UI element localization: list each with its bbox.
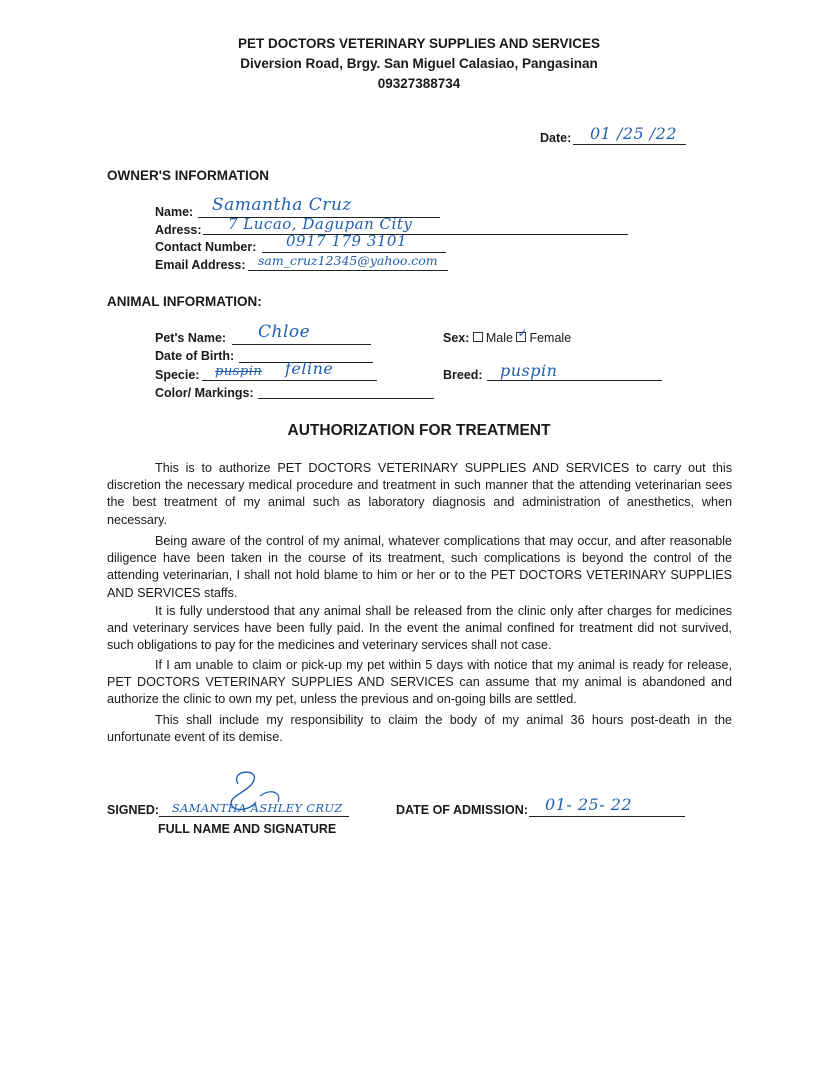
date-label: Date: [540, 131, 572, 145]
email-line [248, 270, 448, 271]
paragraph-5: This shall include my responsibility to claim the body of my animal 36 hours post-death in the unfortunate event of its demise. [107, 713, 732, 745]
check-mark-icon: ✓ [517, 326, 528, 340]
date-value[interactable]: 01 /25 /22 [590, 124, 678, 143]
pet-name-label: Pet's Name: [155, 331, 227, 345]
owner-address-label: Adress: [155, 223, 202, 237]
species-value[interactable]: feline [285, 359, 334, 378]
owner-name-value[interactable]: Samantha Cruz [212, 195, 352, 215]
male-checkbox[interactable] [473, 332, 483, 342]
owner-address-line [203, 234, 628, 235]
species-struck-value: puspin [215, 364, 263, 379]
admission-value[interactable]: 01- 25- 22 [545, 795, 633, 814]
owner-address-value[interactable]: 7 Lucao, Dagupan City [228, 215, 413, 233]
owner-heading: OWNER'S INFORMATION [107, 168, 269, 183]
paragraph-1: This is to authorize PET DOCTORS VETERINARY SUPPLIES AND SERVICES to carry out this discretion the necessary medical procedure and treatment in such manner that the attending veterinarian sees the best treatment of my animal such as laboratory diagnosis and administration of anesthetics, when necessary. [107, 461, 732, 527]
species-label: Specie: [155, 368, 200, 382]
contact-number-value[interactable]: 0917 179 3101 [286, 232, 408, 250]
pet-name-line [232, 344, 371, 345]
pet-name-value[interactable]: Chloe [258, 322, 311, 342]
species-line [202, 380, 377, 381]
color-markings-label: Color/ Markings: [155, 386, 254, 400]
business-phone: 09327388734 [377, 76, 461, 91]
business-address: Diversion Road, Brgy. San Miguel Calasiao, Pangasinan [240, 56, 598, 71]
color-markings-line [258, 398, 434, 399]
signature-value[interactable]: SAMANTHA ASHLEY CRUZ [172, 801, 343, 815]
female-checkbox[interactable] [516, 326, 528, 342]
business-name: PET DOCTORS VETERINARY SUPPLIES AND SERVICES [237, 36, 601, 51]
female-option-label: Female [529, 331, 572, 345]
sex-label: Sex: [443, 331, 470, 345]
paragraph-3: It is fully understood that any animal shall be released from the clinic only after charges for medicines and veterinary services have been fully paid. In the event the animal confined for treatment did not survived, such obligations to pay for the medicines and veterinary services shall not case. [107, 604, 732, 653]
signature-caption: FULL NAME AND SIGNATURE [158, 822, 337, 836]
breed-label: Breed: [443, 368, 483, 382]
paragraph-4: If I am unable to claim or pick-up my pet within 5 days with notice that my animal is ready for release, PET DOCTORS VETERINARY SUPPLIES AND SERVICES can assume that my animal is abandoned and authorize the clinic to own my pet, unless the previous and on-going bills are settled. [107, 658, 732, 707]
authorization-title: AUTHORIZATION FOR TREATMENT [287, 422, 551, 439]
admission-line [529, 816, 685, 817]
email-value[interactable]: sam_cruz12345@yahoo.com [258, 253, 438, 268]
admission-label: DATE OF ADMISSION: [396, 803, 528, 817]
animal-heading: ANIMAL INFORMATION: [107, 294, 262, 309]
contact-number-label: Contact Number: [155, 240, 257, 254]
male-option-label: Male [485, 331, 513, 345]
owner-name-label: Name: [155, 205, 194, 219]
paragraph-2: Being aware of the control of my animal, whatever complications that may occur, and after reasonable diligence have been taken in the course of its treatment, such complications is beyond the control of the attending veterinarian, I shall not hold blame to him or her or to the PET DOCTORS VETERINARY SUPPLIES AND SERVICES staffs. [107, 534, 732, 600]
breed-value[interactable]: puspin [500, 361, 558, 380]
sex-field [443, 326, 572, 345]
date-line [573, 144, 686, 145]
dob-label: Date of Birth: [155, 349, 235, 363]
signed-label: SIGNED: [107, 803, 160, 817]
breed-line [487, 380, 662, 381]
email-label: Email Address: [155, 258, 246, 272]
